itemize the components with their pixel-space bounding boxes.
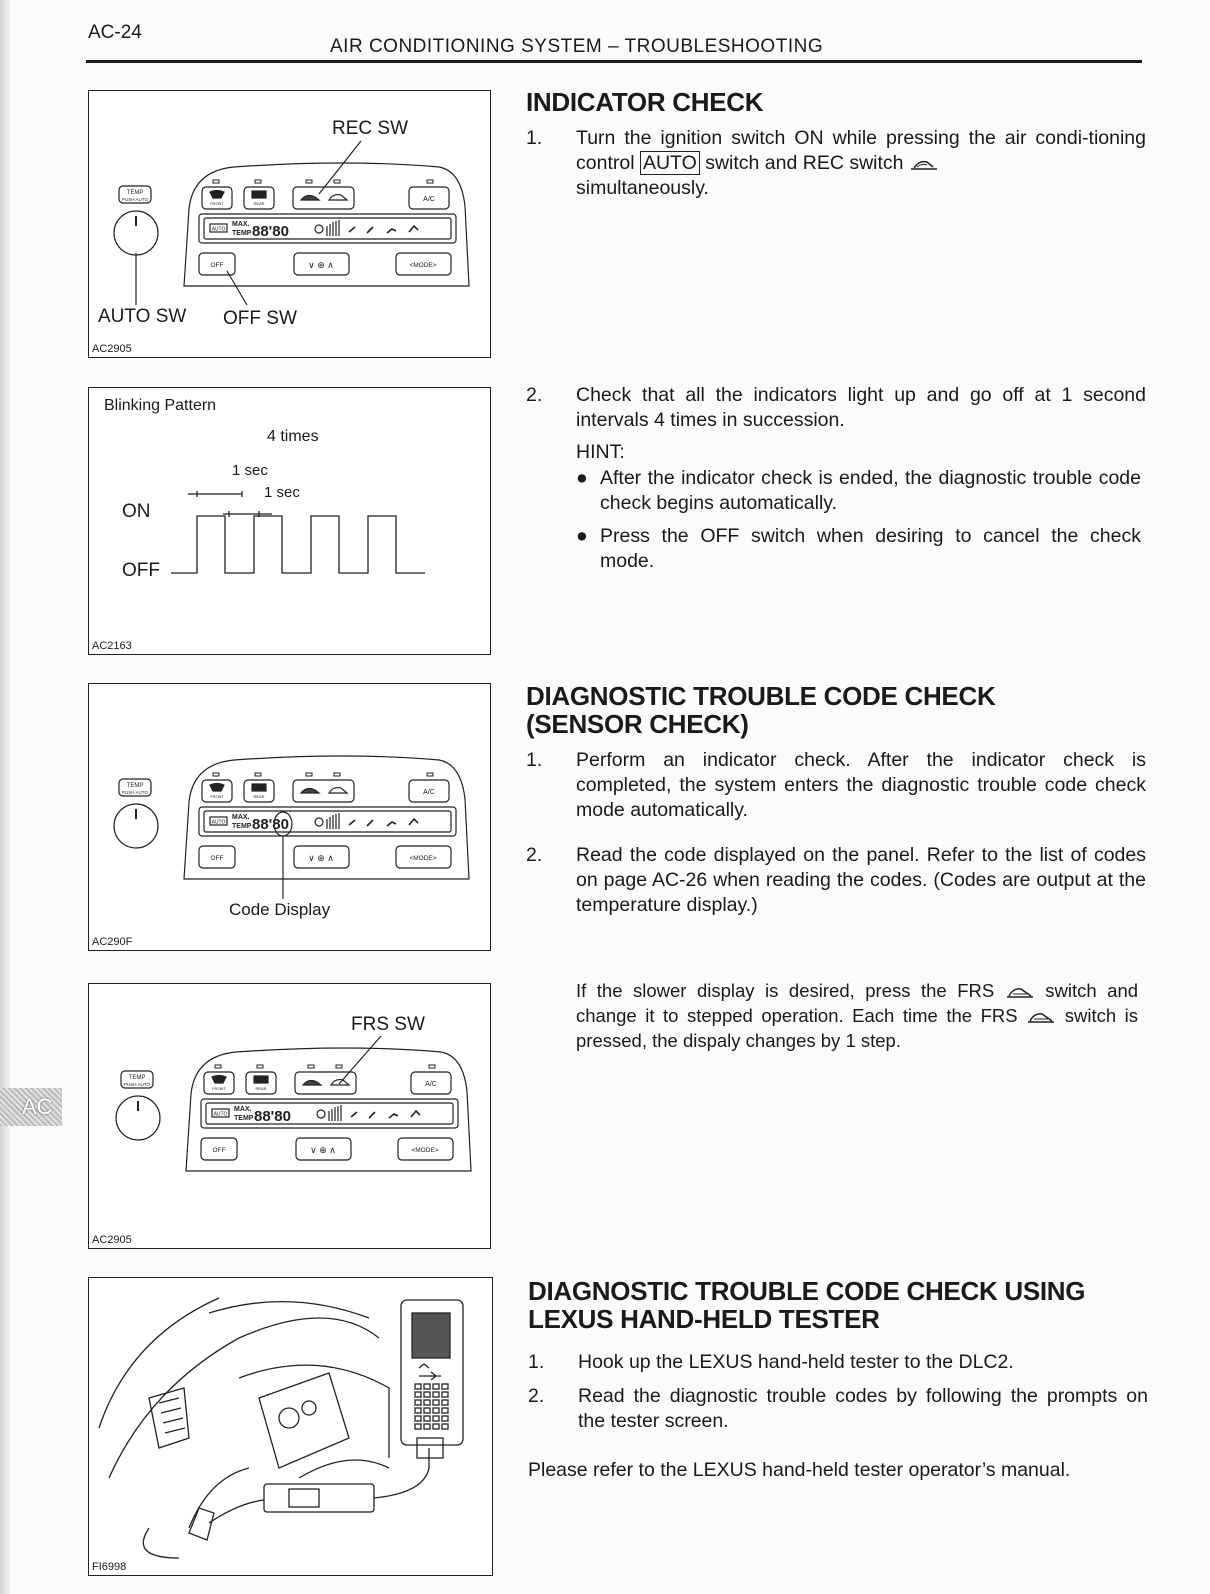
off-label: OFF bbox=[122, 560, 160, 581]
svg-text:<MODE>: <MODE> bbox=[409, 262, 437, 269]
figure-id: AC2905 bbox=[92, 1234, 132, 1246]
svg-text:MAX.: MAX. bbox=[234, 1106, 252, 1113]
tester-key bbox=[415, 1424, 421, 1429]
svg-text:<MODE>: <MODE> bbox=[411, 1147, 439, 1154]
svg-text:A/C: A/C bbox=[423, 789, 435, 796]
on-label: ON bbox=[122, 501, 151, 522]
figure-id: AC290F bbox=[92, 936, 133, 948]
code-display-label: Code Display bbox=[229, 900, 331, 919]
tester-key bbox=[433, 1416, 439, 1421]
svg-text:FRONT: FRONT bbox=[210, 794, 224, 799]
rec-sw-label: REC SW bbox=[332, 118, 408, 139]
indicator-step-2: 2. Check that all the indicators light up and go off at 1 second intervals 4 times in succession. bbox=[526, 384, 1146, 431]
tester-key bbox=[442, 1392, 448, 1397]
waveform-line bbox=[171, 516, 425, 573]
blinking-waveform bbox=[89, 388, 490, 654]
figure-frs-switch bbox=[88, 983, 491, 1249]
temperature-display: 88'80 bbox=[252, 223, 289, 240]
hand-held-tester bbox=[401, 1300, 463, 1458]
svg-text:REAR: REAR bbox=[253, 201, 265, 206]
temperature-display: 88'80 bbox=[254, 1108, 291, 1125]
svg-text:A/C: A/C bbox=[423, 196, 435, 203]
auto-sw-label: AUTO SW bbox=[98, 306, 187, 327]
svg-text:AUTO: AUTO bbox=[211, 226, 226, 233]
svg-text:OFF: OFF bbox=[210, 855, 224, 862]
tester-step-1: 1. Hook up the LEXUS hand-held tester to the DLC2. bbox=[528, 1351, 1014, 1373]
temperature-display: 88'80 bbox=[252, 816, 289, 833]
svg-text:TEMP: TEMP bbox=[126, 190, 144, 196]
frs-sw-label: FRS SW bbox=[351, 1014, 425, 1035]
tester-key bbox=[433, 1392, 439, 1397]
figure-hand-held-tester bbox=[88, 1277, 493, 1576]
svg-text:TEMP: TEMP bbox=[232, 823, 252, 830]
svg-text:OFF: OFF bbox=[212, 1147, 226, 1154]
svg-text:FRONT: FRONT bbox=[210, 201, 224, 206]
svg-text:∨ ⊕ ∧: ∨ ⊕ ∧ bbox=[308, 260, 334, 270]
figure-blinking-pattern bbox=[88, 387, 491, 655]
frs-switch-icon bbox=[1005, 985, 1035, 999]
frs-switch-icon bbox=[1026, 1010, 1056, 1024]
header-rule bbox=[86, 60, 1142, 63]
svg-text:TEMP: TEMP bbox=[128, 1075, 146, 1081]
page-number: AC-24 bbox=[88, 22, 142, 43]
tester-key bbox=[415, 1416, 421, 1421]
indicator-check-heading: INDICATOR CHECK bbox=[526, 87, 764, 117]
svg-text:∨ ⊕ ∧: ∨ ⊕ ∧ bbox=[310, 1145, 336, 1155]
tester-key bbox=[433, 1424, 439, 1429]
svg-text:PUSH AUTO: PUSH AUTO bbox=[124, 1082, 150, 1087]
interval-label-1: 1 sec bbox=[232, 462, 268, 479]
tester-check-heading: DIAGNOSTIC TROUBLE CODE CHECK USING LEXUS HAND-HELD TESTER bbox=[528, 1276, 1086, 1334]
blinking-pattern-title: Blinking Pattern bbox=[104, 397, 217, 414]
svg-text:MAX.: MAX. bbox=[232, 814, 250, 821]
tester-connection-illustration bbox=[89, 1278, 492, 1575]
figure-id: FI6998 bbox=[92, 1561, 127, 1573]
tester-key bbox=[424, 1408, 430, 1413]
tester-key bbox=[433, 1400, 439, 1405]
tester-key bbox=[424, 1400, 430, 1405]
tester-key bbox=[433, 1408, 439, 1413]
tester-key bbox=[415, 1408, 421, 1413]
figure-id: AC2905 bbox=[92, 343, 132, 355]
svg-text:OFF: OFF bbox=[210, 262, 224, 269]
svg-text:AUTO: AUTO bbox=[213, 1111, 228, 1118]
svg-text:PUSH AUTO: PUSH AUTO bbox=[122, 197, 148, 202]
tester-step-2: 2. Read the diagnostic trouble codes by following the prompts on the tester screen. bbox=[528, 1385, 1148, 1432]
tester-key bbox=[415, 1384, 421, 1389]
figure-indicator-check-panel bbox=[88, 90, 491, 358]
svg-text:REAR: REAR bbox=[253, 794, 265, 799]
svg-text:TEMP: TEMP bbox=[232, 230, 252, 237]
page-header-title: AIR CONDITIONING SYSTEM – TROUBLESHOOTING bbox=[330, 36, 824, 57]
dashboard-outline bbox=[99, 1298, 389, 1528]
tester-key bbox=[424, 1424, 430, 1429]
svg-text:TEMP: TEMP bbox=[234, 1115, 254, 1122]
tester-key bbox=[424, 1384, 430, 1389]
tester-key bbox=[442, 1384, 448, 1389]
tester-key bbox=[433, 1384, 439, 1389]
dtc-step-2: 2. Read the code displayed on the panel. Refer to the list of codes on page AC-26 when reading the codes. (Codes are output at the temperature display.) bbox=[526, 844, 1146, 916]
svg-text:A/C: A/C bbox=[425, 1081, 437, 1088]
section-tab: AC bbox=[0, 1088, 62, 1126]
rec-switch-icon bbox=[909, 157, 939, 171]
tester-manual-note: Please refer to the LEXUS hand-held tester operator’s manual. bbox=[528, 1459, 1071, 1481]
svg-text:MAX.: MAX. bbox=[232, 221, 250, 228]
svg-text:PUSH AUTO: PUSH AUTO bbox=[122, 790, 148, 795]
auto-switch-box: AUTO bbox=[640, 151, 700, 175]
svg-text:FRONT: FRONT bbox=[212, 1086, 226, 1091]
svg-text:∨ ⊕ ∧: ∨ ⊕ ∧ bbox=[308, 853, 334, 863]
tester-key bbox=[415, 1400, 421, 1405]
tester-key bbox=[442, 1400, 448, 1405]
hint-item: ● Press the OFF switch when desiring to cancel the check mode. bbox=[576, 525, 1141, 572]
indicator-step-1: 1. Turn the ignition switch ON while pressing the air condi-tioning control AUTO switch and REC switch simultaneously. bbox=[526, 127, 1146, 199]
svg-text:REAR: REAR bbox=[255, 1086, 267, 1091]
dtc-step-1: 1. Perform an indicator check. After the indicator check is completed, the system enters the diagnostic trouble code check mode automatically. bbox=[526, 749, 1146, 821]
off-sw-label: OFF SW bbox=[223, 308, 297, 329]
count-label: 4 times bbox=[267, 428, 319, 445]
hint-item: ● After the indicator check is ended, the diagnostic trouble code check begins automatically. bbox=[576, 467, 1141, 514]
tester-key bbox=[415, 1392, 421, 1397]
tester-key bbox=[442, 1424, 448, 1429]
svg-text:TEMP: TEMP bbox=[126, 783, 144, 789]
dtc-check-heading: DIAGNOSTIC TROUBLE CODE CHECK (SENSOR CHECK) bbox=[526, 681, 996, 739]
frs-note: If the slower display is desired, press the FRS switch and change it to stepped operation. Each time the FRS switch is pressed, the dispaly changes by 1 step. bbox=[576, 980, 1139, 1051]
tester-key bbox=[442, 1416, 448, 1421]
scan-edge-shadow bbox=[0, 0, 10, 1594]
hint-label: HINT: bbox=[576, 441, 625, 463]
figure-code-display bbox=[88, 683, 491, 951]
interval-label-2: 1 sec bbox=[264, 484, 300, 501]
tester-key bbox=[442, 1408, 448, 1413]
callout-lines bbox=[89, 984, 490, 1248]
svg-text:<MODE>: <MODE> bbox=[409, 855, 437, 862]
figure-id: AC2163 bbox=[92, 640, 132, 652]
svg-text:AUTO: AUTO bbox=[211, 819, 226, 826]
tester-key bbox=[424, 1416, 430, 1421]
tester-key bbox=[424, 1392, 430, 1397]
